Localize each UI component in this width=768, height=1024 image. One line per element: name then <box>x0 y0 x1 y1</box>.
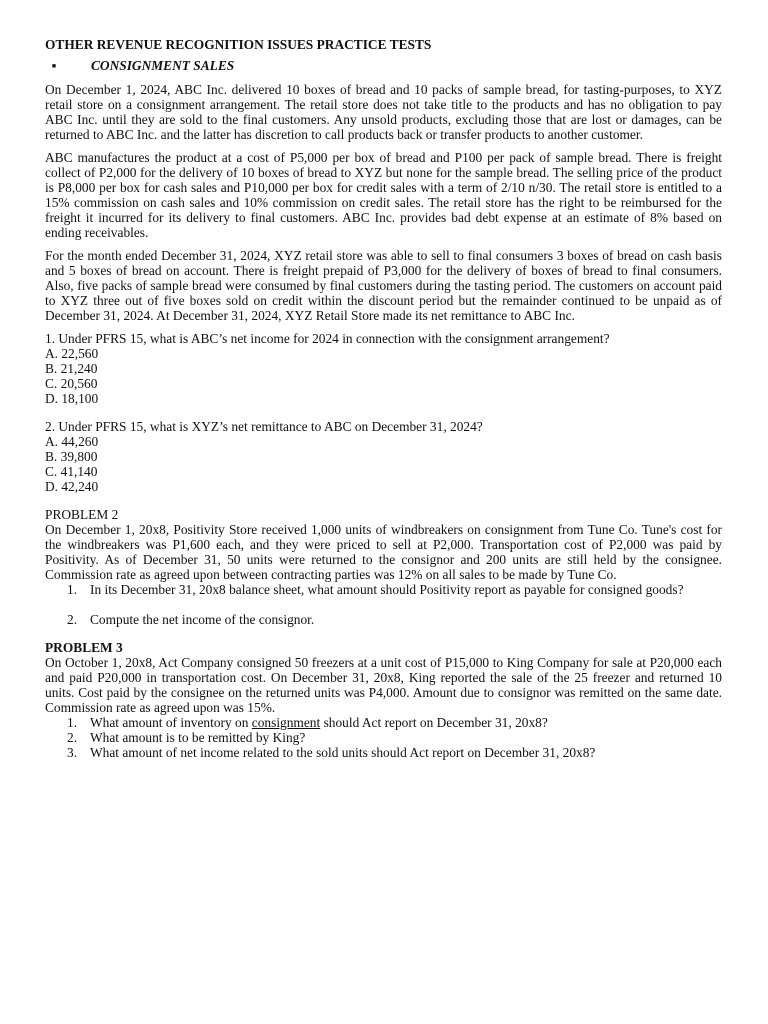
list-item <box>45 582 722 597</box>
list-number: 2. <box>67 612 78 627</box>
paragraph-consignment-intro: On December 1, 2024, ABC Inc. delivered 10 boxes of bread and 10 packs of sample bread, for tasting-purposes, to XYZ retail store on a consignment arrangement. The retail store does not take title to the products and has no obligation to pay ABC Inc. until they are sold to the final customers. Any unsold products, excluding those that are lost or damages, can be returned to ABC Inc. and the latter has discretion to call products back or transfer products to another customer. <box>45 82 722 142</box>
list-item-text-after: should Act report on December 31, 20x8? <box>320 715 548 730</box>
problem-3 <box>45 640 722 760</box>
list-item <box>45 612 722 627</box>
choice: B. 21,240 <box>45 361 98 376</box>
question-1-choices <box>45 346 722 406</box>
section-heading-text: CONSIGNMENT SALES <box>91 58 235 73</box>
list-item-text: What amount of net income related to the sold units should Act report on December 31, 20x8? <box>90 745 596 760</box>
problem-2 <box>45 507 722 627</box>
problem-3-questions <box>45 715 722 760</box>
question-1-text: 1. Under PFRS 15, what is ABC’s net income for 2024 in connection with the consignment arrangement? <box>45 331 610 346</box>
square-bullet-icon: ▪ <box>51 58 57 73</box>
list-item <box>45 730 722 745</box>
list-item-text <box>90 715 548 730</box>
problem-2-questions <box>45 582 722 627</box>
question-2-choices <box>45 434 722 494</box>
choice: B. 39,800 <box>45 449 98 464</box>
choice: A. 22,560 <box>45 346 99 361</box>
problem-2-body: On December 1, 20x8, Positivity Store received 1,000 units of windbreakers on consignment from Tune Co. Tune's cost for the windbreakers was P1,600 each, and they were priced to sell at P2,000. Transportation cost of P2,000 was paid by Positivity. As of December 31, 50 units were returned to the consignor and 200 units are still held by the consignee. Commission rate as agreed upon between contracting parties was 12% on all sales to be made by Tune Co. <box>45 522 722 582</box>
choice: D. 42,240 <box>45 479 99 494</box>
document-title: OTHER REVENUE RECOGNITION ISSUES PRACTICE TESTS <box>45 37 432 52</box>
list-item <box>45 715 722 730</box>
choice: C. 20,560 <box>45 376 98 391</box>
underlined-word: consignment <box>251 715 321 730</box>
list-item-text: What amount is to be remitted by King? <box>90 730 306 745</box>
list-item <box>45 745 722 760</box>
list-item-text: Compute the net income of the consignor. <box>90 612 315 627</box>
choice: D. 18,100 <box>45 391 99 406</box>
question-2-text: 2. Under PFRS 15, what is XYZ’s net remittance to ABC on December 31, 2024? <box>45 419 483 434</box>
paragraph-consignment-costs: ABC manufactures the product at a cost of P5,000 per box of bread and P100 per pack of sample bread. There is freight collect of P2,000 for the delivery of 10 boxes of bread to XYZ but none for the sample bread. The selling price of the product is P8,000 per box for cash sales and P10,000 per box for credit sales with a term of 2/10 n/30. The retail store is entitled to a 15% commission on cash sales and 10% commission on credit sales. The retail store has the right to be reimbursed for the freight it incurred for its delivery to final customers. ABC Inc. provides bad debt expense at an estimate of 8% based on ending receivables. <box>45 150 722 240</box>
spacer <box>45 494 722 507</box>
problem-3-body: On October 1, 20x8, Act Company consigned 50 freezers at a unit cost of P15,000 to King Company for sale at P20,000 each and paid P20,000 in transportation cost. On December 31, 20x8, King reported the sale of the 25 freezer and returned 10 units. Cost paid by the consignee on the returned units was P4,000. Amount due to consignor was remitted on the same date. Commission rate as agreed upon was 15%. <box>45 655 722 715</box>
problem-2-heading: PROBLEM 2 <box>45 507 119 522</box>
document-page <box>45 37 722 760</box>
list-item-text-before: What amount of inventory on <box>90 715 252 730</box>
list-number: 1. <box>67 582 78 597</box>
question-1 <box>45 331 722 406</box>
spacer <box>45 627 722 640</box>
paragraph-consignment-sales: For the month ended December 31, 2024, XYZ retail store was able to sell to final consumers 3 boxes of bread on cash basis and 5 boxes of bread on account. There is freight prepaid of P3,000 for the delivery of boxes of bread to final consumers. Also, five packs of sample bread were consumed by final customers during the tasting period. The customers on account paid to XYZ three out of five boxes sold on credit within the discount period but the remainder continued to be unpaid as of December 31, 2024. At December 31, 2024, XYZ Retail Store made its net remittance to ABC Inc. <box>45 248 722 323</box>
question-2 <box>45 419 722 494</box>
problem-3-heading: PROBLEM 3 <box>45 640 123 655</box>
section-heading <box>45 58 722 73</box>
list-item-text: In its December 31, 20x8 balance sheet, what amount should Positivity report as payable for consigned goods? <box>90 582 684 597</box>
choice: C. 41,140 <box>45 464 98 479</box>
list-number: 1. <box>67 715 78 730</box>
spacer <box>45 406 722 419</box>
choice: A. 44,260 <box>45 434 99 449</box>
list-number: 2. <box>67 730 78 745</box>
list-number: 3. <box>67 745 78 760</box>
